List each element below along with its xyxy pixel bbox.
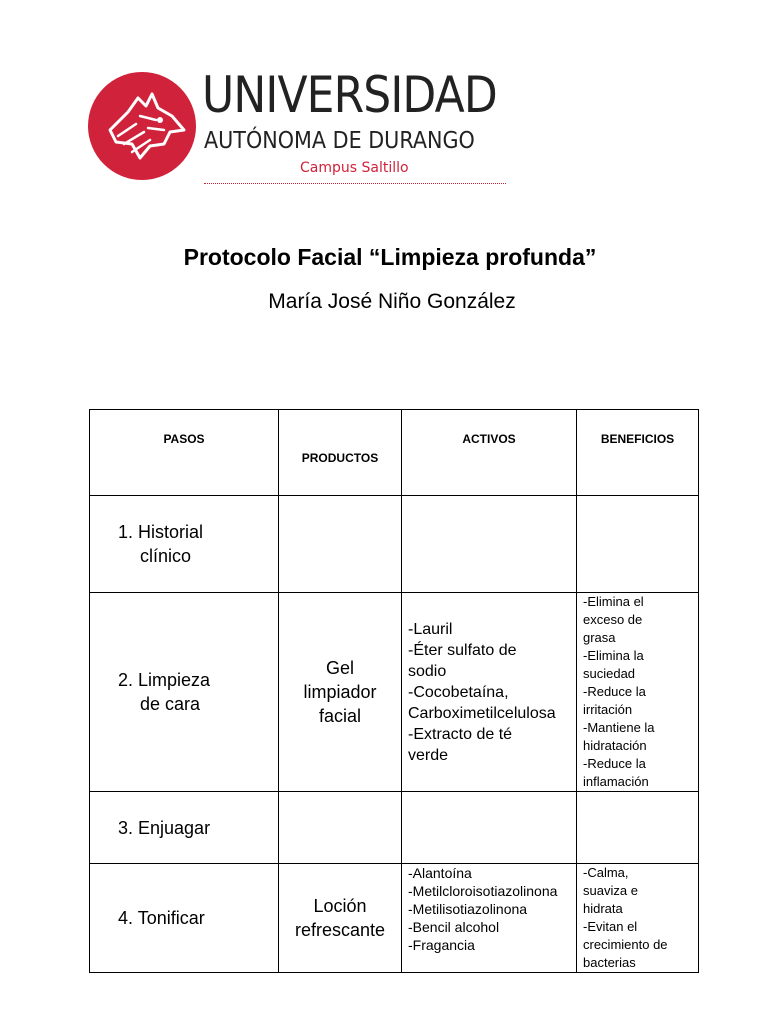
beneficio-line: irritación bbox=[583, 702, 633, 717]
header-activos: ACTIVOS bbox=[402, 410, 577, 496]
table-header-row bbox=[90, 410, 699, 496]
beneficio-line: -Elimina la bbox=[583, 648, 644, 663]
paso-line: 1. Historial bbox=[118, 522, 204, 542]
activo-line: -Lauril bbox=[408, 620, 453, 638]
producto-line: facial bbox=[318, 706, 362, 726]
beneficio-line: hidrata bbox=[583, 901, 623, 916]
paso-cell bbox=[90, 864, 279, 973]
paso-cell bbox=[90, 792, 279, 864]
activos-cell bbox=[402, 496, 577, 593]
beneficio-line: -Elimina el bbox=[583, 594, 644, 609]
header-pasos: PASOS bbox=[90, 410, 279, 496]
producto-cell bbox=[279, 593, 402, 792]
university-logo bbox=[88, 66, 508, 190]
table-row bbox=[90, 864, 699, 973]
activo-line: -Cocobetaína, bbox=[408, 683, 509, 701]
producto-cell bbox=[279, 792, 402, 864]
activo-line: sodio bbox=[408, 662, 447, 680]
beneficios-cell bbox=[577, 864, 699, 973]
beneficio-line: bacterias bbox=[583, 955, 636, 970]
university-subtitle: AUTÓNOMA DE DURANGO bbox=[204, 128, 475, 154]
beneficio-line: -Reduce la bbox=[583, 756, 646, 771]
activo-line: -Fragancia bbox=[408, 937, 475, 953]
beneficio-line: hidratación bbox=[583, 738, 647, 753]
table-row bbox=[90, 792, 699, 864]
beneficio-line: exceso de bbox=[583, 612, 643, 627]
protocol-table bbox=[89, 409, 699, 973]
producto-line: Gel bbox=[325, 658, 354, 678]
activos-cell bbox=[402, 792, 577, 864]
table-row bbox=[90, 593, 699, 792]
wolf-emblem-icon bbox=[88, 72, 196, 180]
document-author: María José Niño González bbox=[268, 290, 516, 313]
header-productos: PRODUCTOS bbox=[279, 410, 402, 496]
activo-line: -Alantoína bbox=[408, 865, 472, 881]
paso-line: clínico bbox=[140, 546, 192, 566]
paso-cell bbox=[90, 593, 279, 792]
producto-cell bbox=[279, 496, 402, 593]
header-beneficios: BENEFICIOS bbox=[577, 410, 699, 496]
activos-cell bbox=[402, 864, 577, 973]
beneficio-line: grasa bbox=[583, 630, 616, 645]
beneficio-line: suciedad bbox=[583, 666, 636, 681]
activo-line: -Extracto de té bbox=[408, 725, 513, 743]
campus-name: Campus Saltillo bbox=[300, 160, 409, 176]
beneficio-line: suaviza e bbox=[583, 883, 638, 898]
producto-line: refrescante bbox=[294, 920, 386, 940]
producto-line: Loción bbox=[313, 896, 367, 916]
table-row bbox=[90, 496, 699, 593]
beneficio-line: -Evitan el bbox=[583, 919, 638, 934]
producto-line: limpiador bbox=[303, 682, 377, 702]
beneficio-line: crecimiento de bbox=[583, 937, 668, 952]
beneficio-line: inflamación bbox=[583, 774, 649, 789]
paso-line: 3. Enjuagar bbox=[118, 817, 211, 838]
paso-cell bbox=[90, 496, 279, 593]
paso-line: de cara bbox=[140, 694, 201, 714]
activo-line: -Éter sulfato de bbox=[408, 641, 517, 659]
beneficio-line: -Mantiene la bbox=[583, 720, 655, 735]
paso-line: 2. Limpieza bbox=[118, 670, 211, 690]
activo-line: -Metilisotiazolinona bbox=[408, 901, 528, 917]
activo-line: -Metilcloroisotiazolinona bbox=[408, 883, 558, 899]
beneficios-cell bbox=[577, 496, 699, 593]
activo-line: -Bencil alcohol bbox=[408, 919, 500, 935]
university-name: UNIVERSIDAD bbox=[202, 66, 497, 124]
logo-divider bbox=[204, 183, 506, 184]
paso-line: 4. Tonificar bbox=[118, 908, 205, 928]
producto-cell bbox=[279, 864, 402, 973]
activos-cell bbox=[402, 593, 577, 792]
beneficio-line: -Calma, bbox=[583, 865, 629, 880]
activo-line: Carboximetilcelulosa bbox=[408, 704, 556, 722]
beneficio-line: -Reduce la bbox=[583, 684, 646, 699]
document-title: Protocolo Facial “Limpieza profunda” bbox=[183, 244, 597, 270]
beneficios-cell bbox=[577, 792, 699, 864]
beneficios-cell bbox=[577, 593, 699, 792]
activo-line: verde bbox=[408, 746, 449, 764]
